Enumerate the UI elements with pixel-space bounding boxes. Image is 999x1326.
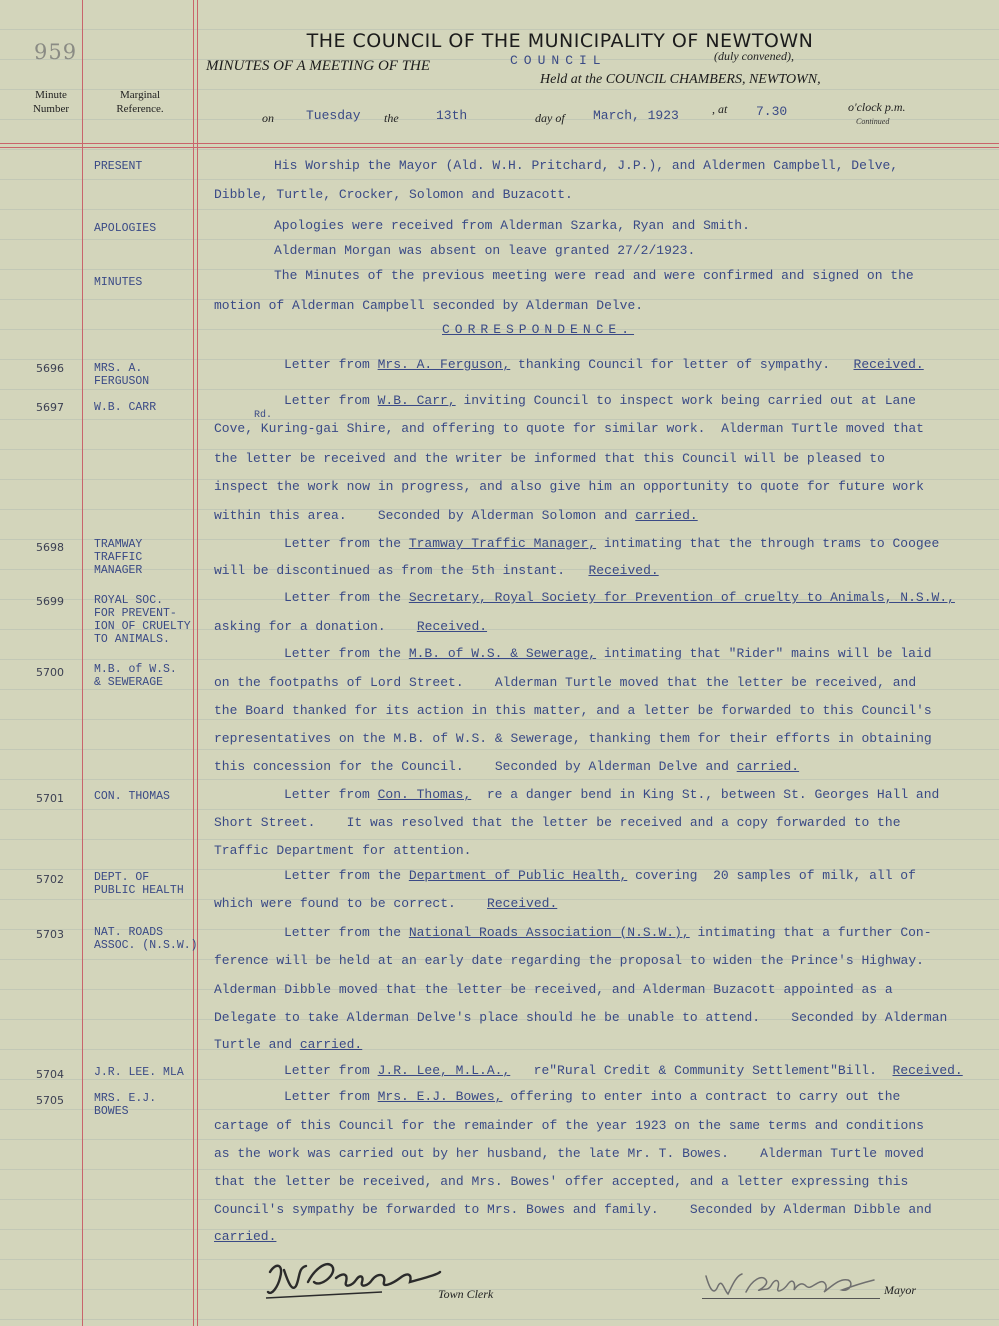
minute-text-line: motion of Alderman Campbell seconded by Alderman Delve. bbox=[214, 298, 644, 313]
minute-number: 5702 bbox=[36, 873, 64, 886]
minute-text-line: asking for a donation. Received. bbox=[214, 619, 488, 634]
minute-text-line: representatives on the M.B. of W.S. & Sewerage, thanking them for their efforts in obtaining bbox=[214, 731, 932, 746]
marginal-reference: M.B. of W.S. & SEWERAGE bbox=[94, 663, 177, 689]
minute-text-line: Short Street. It was resolved that the letter be received and a copy forwarded to the bbox=[214, 815, 901, 830]
minute-text-line: within this area. Seconded by Alderman Solomon and carried. bbox=[214, 508, 698, 523]
minute-text-line: His Worship the Mayor (Ald. W.H. Pritchard, J.P.), and Aldermen Campbell, Delve, bbox=[274, 158, 899, 173]
marginal-reference: DEPT. OF PUBLIC HEALTH bbox=[94, 871, 184, 897]
duly-convened-label: (duly convened), bbox=[714, 49, 794, 63]
mayor-signature bbox=[702, 1268, 878, 1302]
minute-text-line: Letter from Mrs. A. Ferguson, thanking Council for letter of sympathy. Received. bbox=[284, 357, 924, 372]
minute-text-line: on the footpaths of Lord Street. Alderman Turtle moved that the letter be received, and bbox=[214, 675, 917, 690]
minute-text-line: which were found to be correct. Received. bbox=[214, 896, 558, 911]
minute-text-line: carried. bbox=[214, 1229, 277, 1244]
minute-number: 5700 bbox=[36, 666, 64, 679]
minute-text-line: the letter be received and the writer be informed that this Council will be pleased to bbox=[214, 451, 885, 466]
minute-text-line: that the letter be received, and Mrs. Bowes' offer accepted, and a letter expressing this bbox=[214, 1174, 909, 1189]
town-clerk-signature bbox=[262, 1252, 442, 1304]
meeting-day: Tuesday bbox=[306, 108, 361, 123]
header-rule bbox=[0, 143, 999, 144]
minute-text-line: the Board thanked for its action in this matter, and a letter be forwarded to this Council's bbox=[214, 703, 932, 718]
minute-text-line: Letter from the National Roads Association (N.S.W.), intimating that a further Con- bbox=[284, 925, 932, 940]
day-of-label: day of bbox=[535, 111, 565, 125]
header-rule bbox=[0, 147, 999, 148]
minutes-of-meeting-label: MINUTES OF A MEETING OF THE bbox=[206, 58, 431, 74]
minute-text-line: Letter from the Tramway Traffic Manager, intimating that the through trams to Coogee bbox=[284, 536, 940, 551]
minute-text-line: ference will be held at an early date regarding the proposal to widen the Prince's Highway. bbox=[214, 953, 924, 968]
minute-number: 5696 bbox=[36, 362, 64, 375]
marginal-reference: MRS. E.J. BOWES bbox=[94, 1092, 157, 1118]
correspondence-heading: CORRESPONDENCE. bbox=[442, 322, 635, 337]
marginal-reference: J.R. LEE. MLA bbox=[94, 1066, 184, 1079]
minute-text-line: Letter from the M.B. of W.S. & Sewerage, intimating that "Rider" mains will be laid bbox=[284, 646, 932, 661]
minute-text-line: Letter from the Department of Public Health, covering 20 samples of milk, all of bbox=[284, 868, 916, 883]
minute-text-line: Council's sympathy be forwarded to Mrs. Bowes and family. Seconded by Alderman Dibble and bbox=[214, 1202, 932, 1217]
town-clerk-label: Town Clerk bbox=[438, 1287, 494, 1301]
minute-text-line: as the work was carried out by her husband, the late Mr. T. Bowes. Alderman Turtle moved bbox=[214, 1146, 924, 1161]
minute-text-line: Letter from J.R. Lee, M.L.A., re"Rural Credit & Community Settlement"Bill. Received. bbox=[284, 1063, 963, 1078]
minute-text-line: this concession for the Council. Seconded by Alderman Delve and carried. bbox=[214, 759, 800, 774]
minute-text-line: Letter from the Secretary, Royal Society for Prevention of cruelty to Animals, N.S.W., bbox=[284, 590, 955, 605]
marginal-reference-column-header: Marginal Reference. bbox=[116, 89, 164, 115]
marginal-reference: MINUTES bbox=[94, 276, 143, 289]
document-title: THE COUNCIL OF THE MUNICIPALITY OF NEWTOWN bbox=[306, 30, 814, 52]
marginal-reference: ROYAL SOC. FOR PREVENT- ION OF CRUELTY TO ANIMALS. bbox=[94, 594, 191, 646]
mayor-signature-line bbox=[702, 1298, 880, 1299]
minute-text-line: Turtle and carried. bbox=[214, 1037, 363, 1052]
minute-number: 5701 bbox=[36, 792, 64, 805]
minute-text-insertion: Rd. bbox=[254, 410, 273, 421]
minute-number-column-header: Minute Number bbox=[32, 89, 70, 115]
oclock-label: o'clock p.m. bbox=[848, 100, 906, 114]
marginal-reference: APOLOGIES bbox=[94, 222, 157, 235]
continued-label: Continued bbox=[856, 117, 890, 126]
meeting-date: 13th bbox=[436, 108, 468, 123]
minute-text-line: Cove, Kuring-gai Shire, and offering to quote for similar work. Alderman Turtle moved that bbox=[214, 421, 924, 436]
minute-number: 5705 bbox=[36, 1094, 64, 1107]
minute-text-line: Letter from Con. Thomas, re a danger bend in King St., between St. Georges Hall and bbox=[284, 787, 940, 802]
minute-text-line: Alderman Dibble moved that the letter be received, and Alderman Buzacott appointed as a bbox=[214, 982, 893, 997]
meeting-time: 7.30 bbox=[756, 104, 788, 119]
column-rule bbox=[82, 0, 83, 1326]
minute-text-line: Delegate to take Alderman Delve's place should he be unable to attend. Seconded by Alderman bbox=[214, 1010, 948, 1025]
column-rule bbox=[197, 0, 198, 1326]
minute-text-line: will be discontinued as from the 5th instant. Received. bbox=[214, 563, 659, 578]
minute-text-line: Dibble, Turtle, Crocker, Solomon and Buzacott. bbox=[214, 187, 573, 202]
marginal-reference: W.B. CARR bbox=[94, 401, 157, 414]
minute-text-line: Letter from W.B. Carr, inviting Council to inspect work being carried out at Lane bbox=[284, 393, 916, 408]
the-label: the bbox=[384, 111, 399, 125]
at-label: , at bbox=[712, 102, 728, 116]
mayor-label: Mayor bbox=[884, 1283, 916, 1297]
marginal-reference: TRAMWAY TRAFFIC MANAGER bbox=[94, 538, 143, 577]
column-rule bbox=[193, 0, 194, 1326]
minute-number: 5698 bbox=[36, 541, 64, 554]
marginal-reference: CON. THOMAS bbox=[94, 790, 170, 803]
minute-text-line: Letter from Mrs. E.J. Bowes, offering to enter into a contract to carry out the bbox=[284, 1089, 901, 1104]
on-label: on bbox=[262, 111, 274, 125]
minute-number: 5699 bbox=[36, 595, 64, 608]
minute-text-line: cartage of this Council for the remainder of the year 1923 on the same terms and conditions bbox=[214, 1118, 924, 1133]
minute-number: 5703 bbox=[36, 928, 64, 941]
minute-text-line: Apologies were received from Alderman Szarka, Ryan and Smith. bbox=[274, 218, 750, 233]
meeting-month-year: March, 1923 bbox=[593, 108, 679, 123]
venue-label: Held at the COUNCIL CHAMBERS, NEWTOWN, bbox=[540, 72, 821, 87]
minute-text-line: The Minutes of the previous meeting were read and were confirmed and signed on the bbox=[274, 268, 914, 283]
page-number: 959 bbox=[34, 40, 78, 64]
minute-text-line: inspect the work now in progress, and also give him an opportunity to quote for future work bbox=[214, 479, 924, 494]
meeting-type: COUNCIL bbox=[510, 53, 607, 68]
marginal-reference: PRESENT bbox=[94, 160, 143, 173]
minute-number: 5704 bbox=[36, 1068, 64, 1081]
minute-text-line: Traffic Department for attention. bbox=[214, 843, 472, 858]
minute-text-line: Alderman Morgan was absent on leave granted 27/2/1923. bbox=[274, 243, 696, 258]
minute-number: 5697 bbox=[36, 401, 64, 414]
marginal-reference: MRS. A. FERGUSON bbox=[94, 362, 150, 388]
marginal-reference: NAT. ROADS ASSOC. (N.S.W.) bbox=[94, 926, 198, 952]
